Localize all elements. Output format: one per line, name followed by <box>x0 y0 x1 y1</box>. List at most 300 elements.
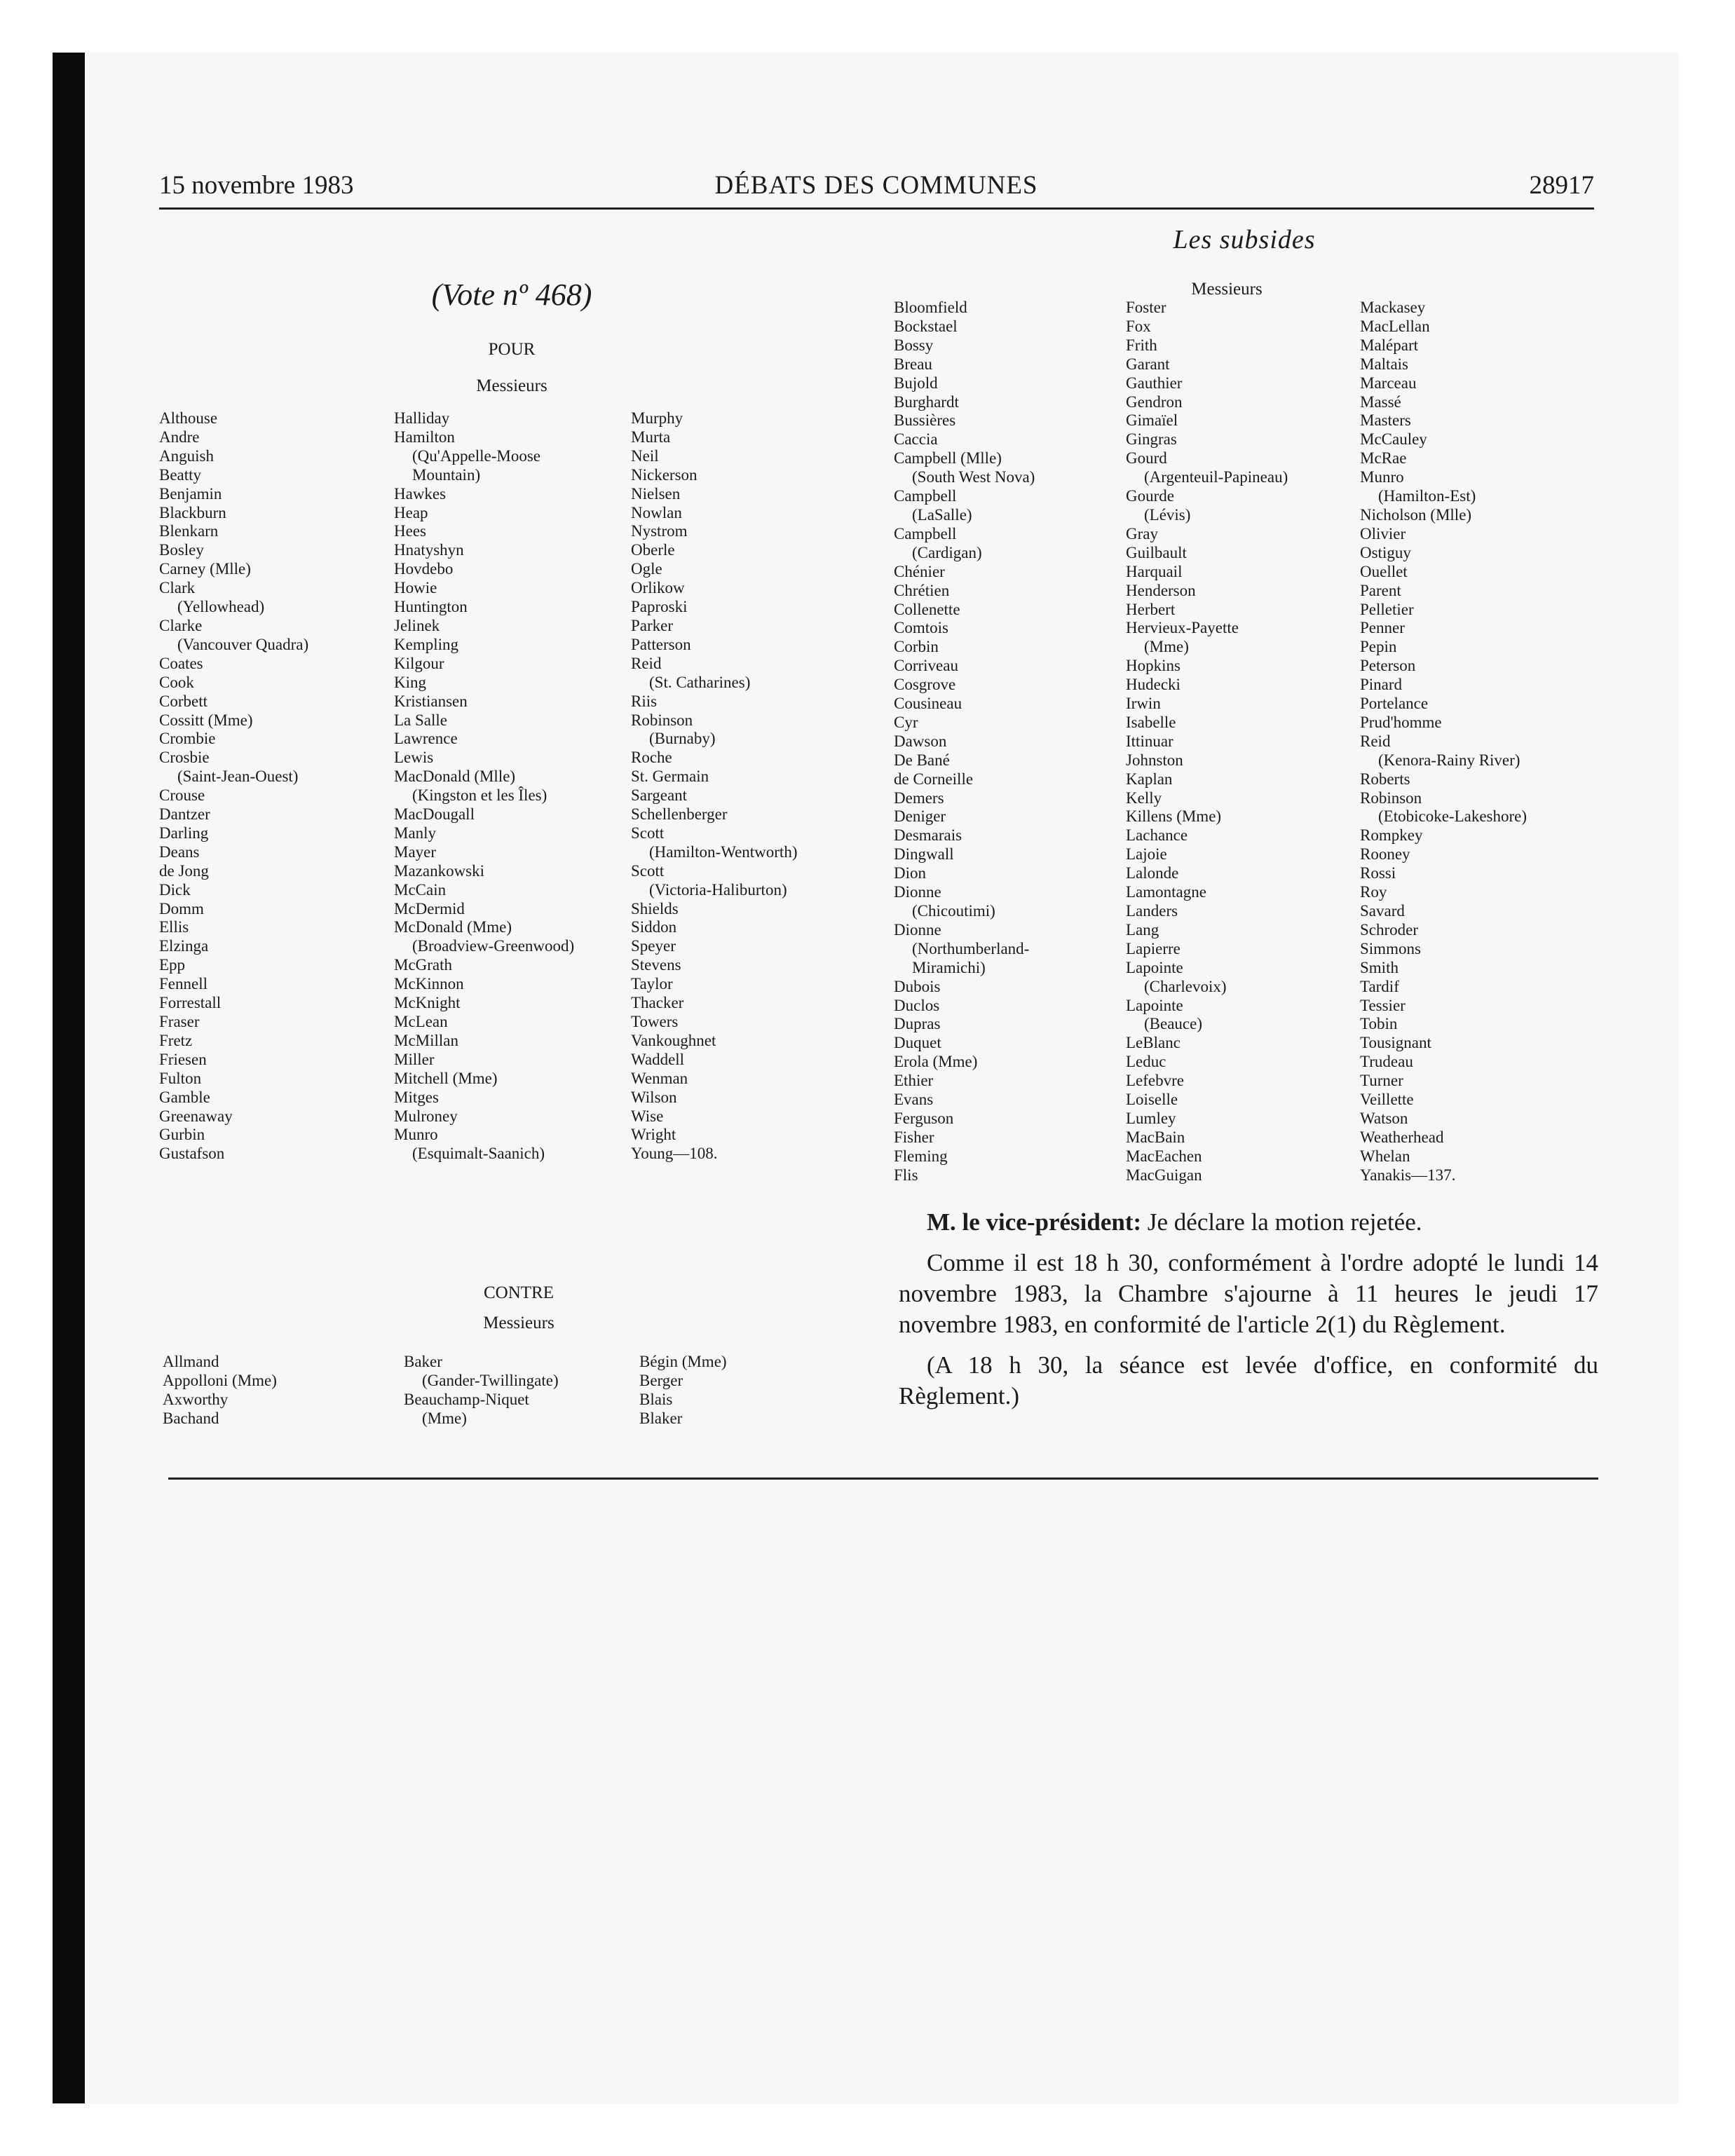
statement-text: Je déclare la motion rejetée. <box>1147 1208 1422 1236</box>
member-name: Nicholson (Mlle) <box>1360 505 1472 524</box>
member-name: Turner <box>1360 1072 1403 1090</box>
member-name: Dionne <box>894 883 941 901</box>
member-name: Nystrom <box>631 522 688 540</box>
member-name: Duquet <box>894 1034 941 1052</box>
member-name: Munro <box>394 1126 438 1144</box>
member-name: Speyer <box>631 937 676 955</box>
member-name: Miller <box>394 1050 435 1068</box>
member-name: Gingras <box>1126 430 1177 449</box>
member-name: Benjamin <box>159 484 222 503</box>
member-name: Neil <box>631 446 659 465</box>
contre-column-6 <box>1360 299 1527 1185</box>
member-name: McKnight <box>394 994 461 1012</box>
member-name: Cook <box>159 673 194 691</box>
member-name: (Esquimalt-Saanich) <box>412 1145 545 1163</box>
member-name: Hudecki <box>1126 676 1181 694</box>
member-name: Anguish <box>159 446 214 465</box>
member-name: Malépart <box>1360 336 1419 354</box>
member-name: Dick <box>159 880 191 899</box>
member-name: Cousineau <box>894 695 962 713</box>
member-name: (St. Catharines) <box>649 673 751 691</box>
member-name: Ostiguy <box>1360 543 1411 561</box>
member-name: Watson <box>1360 1109 1408 1127</box>
member-name: Wise <box>631 1107 664 1125</box>
contre-column-5 <box>1126 299 1288 1185</box>
member-name: Bégin (Mme) <box>639 1353 727 1370</box>
member-name: Duclos <box>894 996 940 1014</box>
member-name: Gourde <box>1126 487 1174 505</box>
member-name: (Argenteuil-Papineau) <box>1144 468 1288 486</box>
member-name: Ferguson <box>894 1109 954 1127</box>
member-name: Kelly <box>1126 789 1162 807</box>
member-name: Lalonde <box>1126 864 1179 882</box>
member-name: Trudeau <box>1360 1053 1413 1071</box>
member-name: Huntington <box>394 598 468 616</box>
member-name: Desmarais <box>894 826 962 845</box>
member-name: MacLellan <box>1360 317 1430 335</box>
member-name: (Kenora-Rainy River) <box>1378 751 1520 769</box>
member-name: Campbell <box>894 487 957 505</box>
member-name: Wenman <box>631 1069 688 1087</box>
contre-column-4 <box>894 299 1035 1185</box>
member-name: Hervieux-Payette <box>1126 619 1239 637</box>
member-name: (Kingston et les Îles) <box>412 786 547 805</box>
member-name: Clarke <box>159 616 203 634</box>
member-name: Bloomfield <box>894 299 967 316</box>
member-name: Johnston <box>1126 751 1183 769</box>
member-name: Riis <box>631 692 658 710</box>
member-name: Peterson <box>1360 657 1416 675</box>
member-name: Roberts <box>1360 770 1410 788</box>
member-name: Miramichi) <box>912 958 986 976</box>
member-name: Marceau <box>1360 374 1417 392</box>
member-name: Mazankowski <box>394 861 485 880</box>
member-name: McCauley <box>1360 430 1427 449</box>
pour-subheading: Messieurs <box>476 376 547 395</box>
member-name: (Saint-Jean-Ouest) <box>177 767 299 786</box>
member-name: Dingwall <box>894 845 954 864</box>
member-name: Penner <box>1360 619 1405 637</box>
member-name: Lapointe <box>1126 996 1183 1014</box>
member-name: King <box>394 673 426 691</box>
member-name: Kaplan <box>1126 770 1173 788</box>
member-name: Deans <box>159 842 200 861</box>
pour-column-3 <box>631 409 797 1164</box>
member-name: Bachand <box>163 1409 219 1427</box>
member-name: Gourd <box>1126 449 1167 468</box>
member-name: Gendron <box>1126 393 1183 411</box>
member-name: Fretz <box>159 1031 193 1049</box>
member-name: Lachance <box>1126 826 1188 845</box>
member-name: Demers <box>894 789 944 807</box>
member-name: Scott <box>631 824 665 842</box>
member-name: La Salle <box>394 711 447 729</box>
member-name: Smith <box>1360 958 1399 976</box>
member-name: Young—108. <box>631 1145 718 1163</box>
member-name: Orlikow <box>631 579 685 597</box>
member-name: Breau <box>894 355 932 373</box>
member-name: Erola (Mme) <box>894 1053 978 1071</box>
member-name: Bossy <box>894 336 934 354</box>
member-name: Ittinuar <box>1126 732 1173 750</box>
member-name: Elzinga <box>159 937 209 955</box>
member-name: Fennell <box>159 975 207 993</box>
member-name: Blenkarn <box>159 522 219 540</box>
member-name: (Etobicoke-Lakeshore) <box>1378 807 1528 826</box>
member-name: Nowlan <box>631 503 682 521</box>
pour-column-1 <box>159 409 308 1164</box>
member-name: Greenaway <box>159 1107 233 1125</box>
member-name: Weatherhead <box>1360 1128 1444 1146</box>
member-name: Gray <box>1126 524 1158 543</box>
member-name: LeBlanc <box>1126 1034 1181 1052</box>
member-name: Thacker <box>631 994 684 1012</box>
member-name: Hamilton <box>394 428 455 446</box>
member-name: (Lévis) <box>1144 505 1191 524</box>
member-name: (Mme) <box>1144 638 1189 656</box>
member-name: Masters <box>1360 411 1411 430</box>
member-name: (LaSalle) <box>912 505 972 524</box>
member-name: McDermid <box>394 899 465 917</box>
member-name: Paproski <box>631 598 688 616</box>
member-name: Coates <box>159 654 203 672</box>
member-name: Robinson <box>1360 789 1422 807</box>
member-name: Forrestall <box>159 994 222 1012</box>
member-name: Roy <box>1360 883 1387 901</box>
member-name: Olivier <box>1360 524 1406 543</box>
member-name: Pinard <box>1360 676 1403 694</box>
member-name: Isabelle <box>1126 713 1176 731</box>
member-name: Fraser <box>159 1013 200 1030</box>
member-name: (Yellowhead) <box>177 598 265 616</box>
member-name: Savard <box>1360 902 1405 920</box>
member-name: Manly <box>394 824 437 842</box>
member-name: Simmons <box>1360 939 1421 957</box>
member-name: Nielsen <box>631 484 681 503</box>
member-name: Friesen <box>159 1050 207 1068</box>
member-name: Mayer <box>394 842 437 861</box>
member-name: Fleming <box>894 1147 948 1165</box>
member-name: Howie <box>394 579 437 597</box>
member-name: (Mme) <box>422 1409 467 1427</box>
member-name: Maltais <box>1360 355 1408 373</box>
member-name: Domm <box>159 899 204 917</box>
member-name: Chénier <box>894 562 945 580</box>
header-rule <box>159 207 1594 210</box>
member-name: Fox <box>1126 317 1151 335</box>
member-name: St. Germain <box>631 767 709 786</box>
member-name: Hovdebo <box>394 560 454 578</box>
member-name: McLean <box>394 1013 448 1030</box>
member-name: Blaker <box>639 1409 683 1427</box>
member-name: McMillan <box>394 1031 458 1049</box>
member-name: Cyr <box>894 713 918 731</box>
member-name: Chrétien <box>894 581 950 599</box>
member-name: Dupras <box>894 1015 941 1033</box>
member-name: Schellenberger <box>631 805 728 824</box>
member-name: Darling <box>159 824 209 842</box>
member-name: Rossi <box>1360 864 1396 882</box>
member-name: Gustafson <box>159 1145 225 1163</box>
member-name: Beauchamp-Niquet <box>404 1390 529 1408</box>
member-name: Lang <box>1126 920 1159 939</box>
member-name: Herbert <box>1126 600 1176 618</box>
member-name: Hees <box>394 522 426 540</box>
member-name: Campbell <box>894 524 957 543</box>
member-name: Gauthier <box>1126 374 1183 392</box>
member-name: Fulton <box>159 1069 202 1087</box>
member-name: Wilson <box>631 1088 677 1106</box>
member-name: Bujold <box>894 374 938 392</box>
member-name: Bockstael <box>894 317 958 335</box>
member-name: (Chicoutimi) <box>912 902 995 920</box>
member-name: Lapointe <box>1126 958 1183 976</box>
member-name: Roche <box>631 749 672 767</box>
member-name: Blais <box>639 1390 673 1408</box>
member-name: Heap <box>394 503 428 521</box>
member-name: Caccia <box>894 430 938 449</box>
member-name: Beatty <box>159 465 202 484</box>
member-name: Wright <box>631 1126 676 1144</box>
member-name: Parent <box>1360 581 1401 599</box>
member-name: Cossitt (Mme) <box>159 711 253 729</box>
member-name: Crosbie <box>159 749 210 767</box>
member-name: Portelance <box>1360 695 1429 713</box>
member-name: Tardif <box>1360 977 1399 995</box>
member-name: (Charlevoix) <box>1144 977 1227 995</box>
member-name: Vankoughnet <box>631 1031 716 1049</box>
member-name: Dawson <box>894 732 947 750</box>
member-name: Lumley <box>1126 1109 1176 1127</box>
member-name: Dion <box>894 864 926 882</box>
member-name: Yanakis—137. <box>1360 1166 1456 1184</box>
member-name: Parker <box>631 616 674 634</box>
member-name: Gamble <box>159 1088 210 1106</box>
header-date: 15 novembre 1983 <box>159 171 354 200</box>
member-name: Harquail <box>1126 562 1183 580</box>
member-name: Crombie <box>159 730 216 748</box>
member-name: Shields <box>631 899 679 917</box>
member-name: Massé <box>1360 393 1401 411</box>
member-name: Mitges <box>394 1088 439 1106</box>
member-name: Bussières <box>894 411 956 430</box>
member-name: Althouse <box>159 409 218 427</box>
member-name: Pelletier <box>1360 600 1414 618</box>
member-name: (Burnaby) <box>649 730 716 748</box>
vote-title: (Vote nº 468) <box>431 278 592 312</box>
member-name: Lapierre <box>1126 939 1181 957</box>
member-name: Killens (Mme) <box>1126 807 1222 826</box>
member-name: Jelinek <box>394 616 440 634</box>
pour-column-2 <box>394 409 574 1164</box>
member-name: Veillette <box>1360 1091 1414 1109</box>
member-name: (Gander-Twillingate) <box>422 1371 559 1389</box>
member-name: Tobin <box>1360 1015 1398 1033</box>
member-name: Epp <box>159 956 186 974</box>
section-title: Les subsides <box>1173 225 1316 254</box>
member-name: McCain <box>394 880 447 899</box>
member-name: Campbell (Mlle) <box>894 449 1002 468</box>
member-name: Tessier <box>1360 996 1406 1014</box>
member-name: (Victoria-Haliburton) <box>649 880 787 899</box>
member-name: Taylor <box>631 975 673 993</box>
member-name: Ethier <box>894 1072 934 1090</box>
member-name: Deniger <box>894 807 946 826</box>
member-name: Ogle <box>631 560 662 578</box>
member-name: Munro <box>1360 468 1404 486</box>
member-name: Kristiansen <box>394 692 468 710</box>
member-name: Berger <box>639 1371 683 1389</box>
member-name: Garant <box>1126 355 1170 373</box>
bottom-rule <box>168 1478 1598 1480</box>
member-name: Patterson <box>631 635 691 653</box>
member-name: (South West Nova) <box>912 468 1035 486</box>
member-name: Lajoie <box>1126 845 1167 864</box>
closing-note: (A 18 h 30, la séance est levée d'office, en conformité du Règlement.) <box>899 1351 1598 1410</box>
member-name: Murphy <box>631 409 683 427</box>
member-name: Burghardt <box>894 393 959 411</box>
member-name: Whelan <box>1360 1147 1410 1165</box>
member-name: (Beauce) <box>1144 1015 1202 1033</box>
contre-subheading: Messieurs <box>483 1314 554 1332</box>
member-name: Gimaïel <box>1126 411 1178 430</box>
member-name: Rompkey <box>1360 826 1423 845</box>
member-name: (Cardigan) <box>912 543 982 561</box>
member-name: Stevens <box>631 956 681 974</box>
member-name: Corbin <box>894 638 939 656</box>
member-name: Prud'homme <box>1360 713 1442 731</box>
member-name: Crouse <box>159 786 205 805</box>
member-name: Guilbault <box>1126 543 1187 561</box>
member-name: Bosley <box>159 541 204 559</box>
member-name: Robinson <box>631 711 693 729</box>
member-name: Lawrence <box>394 730 458 748</box>
member-name: Baker <box>404 1353 442 1370</box>
member-name: Frith <box>1126 336 1157 354</box>
member-name: Cosgrove <box>894 676 956 694</box>
member-name: Mitchell (Mme) <box>394 1069 498 1087</box>
speaker-statement <box>899 1207 1598 1238</box>
adjournment-paragraph: Comme il est 18 h 30, conformément à l'ordre adopté le lundi 14 novembre 1983, la Chambre s'ajourne à 11 heures le jeudi 17 novembre 1983, en conformité de l'article 2(1) du Règlement. <box>899 1249 1598 1338</box>
member-name: Clark <box>159 579 196 597</box>
member-name: Mulroney <box>394 1107 458 1125</box>
member-name: (Northumberland- <box>912 939 1030 957</box>
member-name: Carney (Mlle) <box>159 560 251 578</box>
member-name: MacEachen <box>1126 1147 1202 1165</box>
member-name: (Hamilton-Wentworth) <box>649 842 798 861</box>
member-name: McGrath <box>394 956 453 974</box>
member-name: de Corneille <box>894 770 974 788</box>
header-title: DÉBATS DES COMMUNES <box>714 171 1038 200</box>
member-name: Landers <box>1126 902 1178 920</box>
member-name: Dionne <box>894 920 941 939</box>
member-name: Scott <box>631 861 665 880</box>
member-name: (Qu'Appelle-Moose <box>412 446 540 465</box>
member-name: Kempling <box>394 635 458 653</box>
member-name: Reid <box>631 654 662 672</box>
member-name: Collenette <box>894 600 960 618</box>
member-name: (Hamilton-Est) <box>1378 487 1476 505</box>
contre-right-subheading: Messieurs <box>1191 280 1263 299</box>
member-name: Reid <box>1360 732 1391 750</box>
member-name: Lewis <box>394 749 434 767</box>
member-name: Dubois <box>894 977 941 995</box>
contre-column-2 <box>404 1353 559 1428</box>
member-name: Hopkins <box>1126 657 1181 675</box>
member-name: MacBain <box>1126 1128 1185 1146</box>
member-name: Appolloni (Mme) <box>163 1371 277 1389</box>
member-name: MacDougall <box>394 805 475 824</box>
member-name: Lamontagne <box>1126 883 1206 901</box>
member-name: Ellis <box>159 918 189 936</box>
member-name: McDonald (Mme) <box>394 918 512 936</box>
contre-column-3 <box>639 1353 727 1428</box>
member-name: Rooney <box>1360 845 1410 864</box>
member-name: Andre <box>159 428 200 446</box>
member-name: Nickerson <box>631 465 698 484</box>
member-name: Mackasey <box>1360 299 1426 316</box>
member-name: Towers <box>631 1013 679 1030</box>
member-name: Halliday <box>394 409 450 427</box>
member-name: Leduc <box>1126 1053 1166 1071</box>
member-name: Dantzer <box>159 805 210 824</box>
member-name: Comtois <box>894 619 948 637</box>
member-name: MacDonald (Mlle) <box>394 767 516 786</box>
member-name: Mountain) <box>412 465 481 484</box>
member-name: Murta <box>631 428 671 446</box>
member-name: Lefebvre <box>1126 1072 1184 1090</box>
member-name: McKinnon <box>394 975 464 993</box>
contre-column-1 <box>163 1353 277 1428</box>
pour-label: POUR <box>488 340 536 359</box>
header-page-number: 28917 <box>1529 171 1594 200</box>
member-name: Oberle <box>631 541 675 559</box>
member-name: Pepin <box>1360 638 1397 656</box>
member-name: Siddon <box>631 918 677 936</box>
member-name: Blackburn <box>159 503 226 521</box>
contre-label: CONTRE <box>484 1283 554 1302</box>
member-name: Fisher <box>894 1128 934 1146</box>
member-name: Foster <box>1126 299 1166 316</box>
member-name: de Jong <box>159 861 209 880</box>
member-name: Ouellet <box>1360 562 1408 580</box>
member-name: Evans <box>894 1091 934 1109</box>
member-name: Schroder <box>1360 920 1419 939</box>
member-name: Hawkes <box>394 484 447 503</box>
member-name: McRae <box>1360 449 1407 468</box>
speaker-name: M. le vice-président: <box>927 1208 1142 1236</box>
member-name: Kilgour <box>394 654 444 672</box>
member-name: Waddell <box>631 1050 685 1068</box>
member-name: De Bané <box>894 751 950 769</box>
member-name: Sargeant <box>631 786 688 805</box>
member-name: Hnatyshyn <box>394 541 464 559</box>
member-name: Loiselle <box>1126 1091 1178 1109</box>
member-name: Henderson <box>1126 581 1196 599</box>
member-name: (Vancouver Quadra) <box>177 635 309 653</box>
member-name: Allmand <box>163 1353 219 1370</box>
member-name: Flis <box>894 1166 918 1184</box>
member-name: (Broadview-Greenwood) <box>412 937 575 955</box>
member-name: Tousignant <box>1360 1034 1431 1052</box>
member-name: Corriveau <box>894 657 958 675</box>
member-name: Gurbin <box>159 1126 205 1144</box>
member-name: Irwin <box>1126 695 1161 713</box>
scan-spine-shadow <box>53 53 85 2103</box>
member-name: Axworthy <box>163 1390 229 1408</box>
member-name: MacGuigan <box>1126 1166 1202 1184</box>
member-name: Corbett <box>159 692 207 710</box>
